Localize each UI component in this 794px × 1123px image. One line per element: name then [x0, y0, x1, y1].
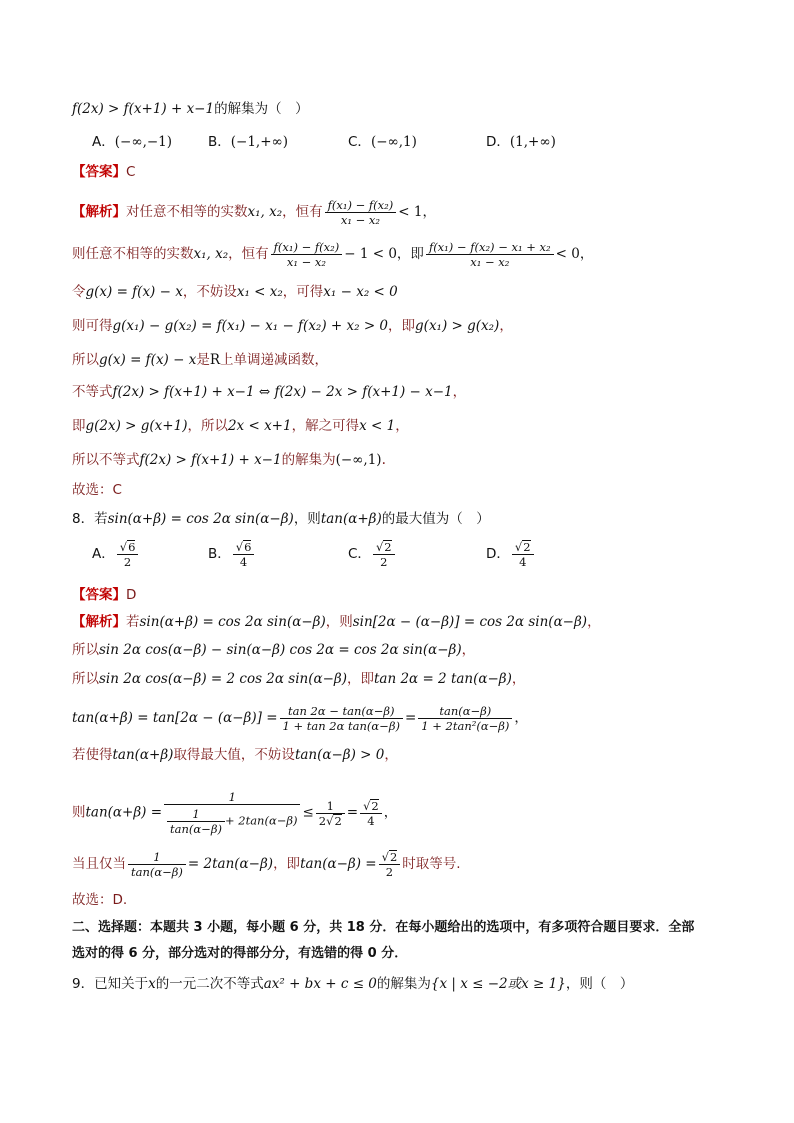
fraction: $\frac{√2}{4}$ [512, 540, 534, 569]
complex-fraction: 1 $\frac{1}{\tan(\alpha-\beta)}$ + 2tan(α−β) [164, 790, 300, 836]
q7-inequality: f(2x) > f(x+1) + x−1 [72, 101, 215, 117]
fraction: $\frac{\tan(\alpha-\beta)}{\text{1 + 2tan²(α−β)}}$ [418, 704, 512, 733]
fraction: $\frac{√2}{2}$ [373, 540, 395, 569]
q7-analysis-line-3: 令g(x) = f(x) − x，不妨设x₁ < x₂，可得x₁ − x₂ < 0 [72, 284, 398, 300]
q8-stem: 8．若sin(α+β) = cos 2α sin(α−β)，则tan(α+β)的最大值为（ ） [72, 511, 490, 527]
q8-answer [72, 585, 136, 605]
fraction: $\frac{√2}{4}$ [360, 799, 382, 828]
q7-conclusion: 故选：C [72, 482, 122, 498]
analysis-tag: 【解析】 [72, 614, 126, 630]
q8-option-d: D． $\frac{√2}{4}$ [486, 540, 536, 569]
q7-analysis-line-1: 【解析】对任意不相等的实数x₁, x₂，恒有 $\frac{\text{f(x₁) − f(x₂)}}{\text{x₁ − x₂}}$ < 1， [72, 198, 436, 227]
q7-answer [72, 162, 135, 182]
answer-value: D [126, 587, 137, 603]
fraction: $\frac{1}{2√2}$ [316, 799, 345, 828]
fraction: $\frac{√2}{2}$ [379, 850, 401, 879]
fraction: $\frac{√6}{2}$ [117, 540, 139, 569]
q7-stem-tail [72, 99, 309, 119]
answer-value: C [126, 164, 136, 180]
q8-option-b: B． $\frac{√6}{4}$ [208, 540, 256, 569]
q7-analysis-line-4: 则可得g(x₁) − g(x₂) = f(x₁) − x₁ − f(x₂) + x₂ > 0，即g(x₁) > g(x₂)， [72, 318, 513, 334]
q8-analysis-line-7: 当且仅当 $\frac{1}{\tan(\alpha-\beta)}$ = 2tan(α−β)，即tan(α−β) = $\frac{√2}{2}$ 时取等号. [72, 850, 461, 879]
q8-analysis-line-2: 所以sin 2α cos(α−β) − sin(α−β) cos 2α = cos 2α sin(α−β)， [72, 642, 476, 658]
q7-option-d: D．(1,+∞) [486, 134, 556, 150]
fraction: $\frac{\text{f(x₁) − f(x₂)}}{\text{x₁ − x₂}}$ [271, 240, 343, 269]
fraction: $\frac{\text{f(x₁) − f(x₂) − x₁ + x₂}}{\text{x₁ − x₂}}$ [426, 240, 554, 269]
q8-analysis-line-1: 【解析】若sin(α+β) = cos 2α sin(α−β)，则sin[2α − (α−β)] = cos 2α sin(α−β)， [72, 614, 601, 630]
fraction: $\frac{√6}{4}$ [233, 540, 255, 569]
q7-option-b: B．(−1,+∞) [208, 134, 289, 150]
q7-analysis-line-8: 所以不等式f(2x) > f(x+1) + x−1的解集为(−∞,1). [72, 452, 386, 468]
section-heading-line-2: 选对的得 6 分，部分选对的得部分分，有选错的得 0 分． [72, 946, 408, 961]
q8-analysis-line-3: 所以sin 2α cos(α−β) = 2 cos 2α sin(α−β)，即tan 2α = 2 tan(α−β)， [72, 671, 526, 687]
q7-analysis-line-6: 不等式f(2x) > f(x+1) + x−1 ⇔ f(2x) − 2x > f(x+1) − x−1， [72, 384, 467, 400]
q8-analysis-line-5: 若使得tan(α+β)取得最大值，不妨设tan(α−β) > 0， [72, 747, 398, 763]
q7-analysis-line-5: 所以g(x) = f(x) − x是R上单调递减函数， [72, 352, 329, 368]
q8-option-c: C． $\frac{√2}{2}$ [348, 540, 397, 569]
section-heading-line-1: 二、选择题：本题共 3 小题，每小题 6 分，共 18 分．在每小题给出的选项中，有多项符合题目要求．全部 [72, 920, 695, 935]
analysis-tag: 【解析】 [72, 204, 126, 220]
q8-option-a: A． $\frac{√6}{2}$ [92, 540, 140, 569]
q8-conclusion: 故选：D. [72, 892, 128, 908]
q7-option-c: C．(−∞,1) [348, 134, 417, 150]
fraction: $\frac{\tan 2\alpha - \tan(\alpha-\beta)}{\text{1 + tan 2α tan(α−β)}}$ [280, 704, 403, 733]
q7-analysis-line-2: 则任意不相等的实数x₁, x₂，恒有 $\frac{\text{f(x₁) − f(x₂)}}{\text{x₁ − x₂}}$ − 1 < 0，即 $\frac{\text{f(x₁) − f(x₂) − x₁ + x₂}}{\text{x₁ − x₂}}$ < 0， [72, 240, 594, 269]
q7-prompt: 的解集为（ ） [214, 101, 309, 117]
answer-tag: 【答案】 [72, 587, 126, 603]
q7-option-a: A．(−∞,−1) [92, 134, 173, 150]
answer-tag: 【答案】 [72, 164, 126, 180]
fraction: $\frac{\text{f(x₁) − f(x₂)}}{\text{x₁ − x₂}}$ [325, 198, 397, 227]
q8-analysis-line-4: tan(α+β) = tan[2α − (α−β)] = $\frac{\tan 2\alpha - \tan(\alpha-\beta)}{\text{1 + tan 2α tan(α−β)}}$ = $\frac{\tan(\alpha-\beta)}{\text{1 + 2tan²(α−β)}}$ ， [72, 704, 528, 733]
fraction: $\frac{1}{\tan(\alpha-\beta)}$ [128, 850, 186, 879]
q7-analysis-line-7: 即g(2x) > g(x+1)，所以2x < x+1，解之可得x < 1， [72, 418, 409, 434]
q9-stem: 9．已知关于x的一元二次不等式ax² + bx + c ≤ 0的解集为{x | x ≤ −2或x ≥ 1}，则（ ） [72, 976, 634, 992]
q8-analysis-line-6: 则tan(α+β) = 1 $\frac{1}{\tan(\alpha-\beta)}$ + 2tan(α−β) ≤ $\frac{1}{2√2}$ = $\frac{√2}{4}$ ， [72, 790, 398, 836]
